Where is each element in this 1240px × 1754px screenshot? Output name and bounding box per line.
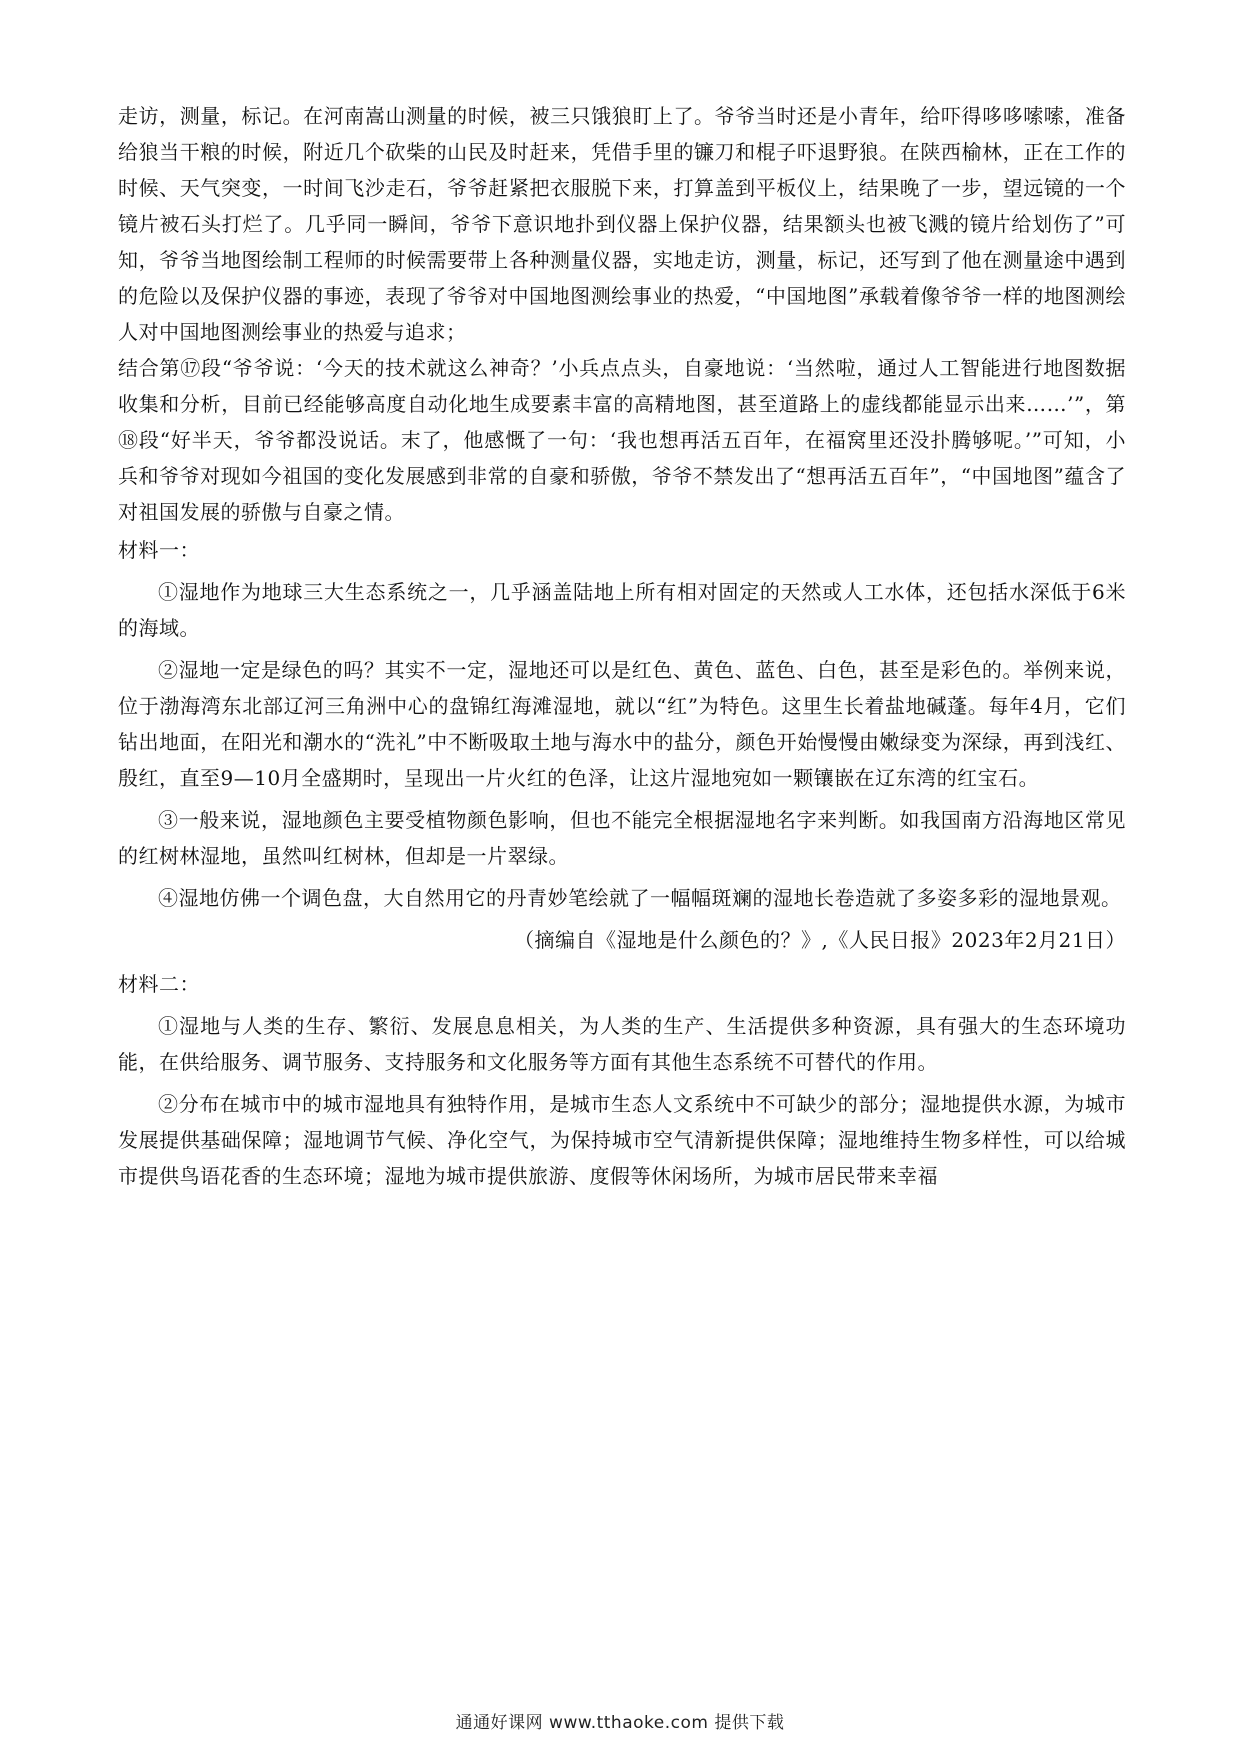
material-2-item-2: ②分布在城市中的城市湿地具有独特作用，是城市生态人文系统中不可缺少的部分；湿地提供水源，为城市发展提供基础保障；湿地调节气候、净化空气，为保持城市空气清新提供保障；湿地维持生物多样性，可以给城市提供鸟语花香的生态环境；湿地为城市提供旅游、度假等休闲场所，为城市居民带来幸福 [118, 1092, 1126, 1188]
answer-paragraph-2: 结合第⑰段“爷爷说：‘今天的技术就这么神奇？’小兵点点头，自豪地说：‘当然啦，通过人工智能进行地图数据收集和分析，目前已经能够高度自动化地生成要素丰富的高精地图，甚至道路上的虚线都能显示出来……’”，第⑱段“好半天，爷爷都没说话。末了，他感慨了一句：‘我也想再活五百年，在福窝里还没扑腾够呢。’”可知，小兵和爷爷对现如今祖国的变化发展感到非常的自豪和骄傲，爷爷不禁发出了“想再活五百年”，“中国地图”蕴含了对祖国发展的骄傲与自豪之情。 [118, 356, 1126, 524]
material-1-heading: 材料一： [118, 538, 200, 562]
page-footer: 通通好课网 www.tthaoke.com 提供下载 [455, 1713, 785, 1733]
material-1-item-1: ①湿地作为地球三大生态系统之一，几乎涵盖陆地上所有相对固定的天然或人工水体，还包括水深低于6米的海域。 [118, 580, 1126, 640]
material-1-item-4: ④湿地仿佛一个调色盘，大自然用它的丹青妙笔绘就了一幅幅斑斓的湿地长卷造就了多姿多彩的湿地景观。 [158, 886, 1122, 910]
material-2-item-1: ①湿地与人类的生存、繁衍、发展息息相关，为人类的生产、生活提供多种资源，具有强大的生态环境功能，在供给服务、调节服务、支持服务和文化服务等方面有其他生态系统不可替代的作用。 [118, 1014, 1126, 1074]
material-1-source: （摘编自《湿地是什么颜色的？》,《人民日报》2023年2月21日） [514, 928, 1126, 952]
document-body [118, 98, 1126, 1194]
answer-paragraph-1: 走访，测量，标记。在河南嵩山测量的时候，被三只饿狼盯上了。爷爷当时还是小青年，给吓得哆哆嗦嗦，准备给狼当干粮的时候，附近几个砍柴的山民及时赶来，凭借手里的镰刀和棍子吓退野狼。在陕西榆林，正在工作的时候、天气突变，一时间飞沙走石，爷爷赶紧把衣服脱下来，打算盖到平板仪上，结果晚了一步，望远镜的一个镜片被石头打烂了。几乎同一瞬间，爷爷下意识地扑到仪器上保护仪器，结果额头也被飞溅的镜片给划伤了”可知，爷爷当地图绘制工程师的时候需要带上各种测量仪器，实地走访，测量，标记，还写到了他在测量途中遇到的危险以及保护仪器的事迹，表现了爷爷对中国地图测绘事业的热爱，“中国地图”承载着像爷爷一样的地图测绘人对中国地图测绘事业的热爱与追求； [118, 104, 1126, 344]
material-2-heading: 材料二： [118, 972, 200, 996]
material-1-item-3: ③一般来说，湿地颜色主要受植物颜色影响，但也不能完全根据湿地名字来判断。如我国南方沿海地区常见的红树林湿地，虽然叫红树林，但却是一片翠绿。 [118, 808, 1126, 868]
material-1-item-2: ②湿地一定是绿色的吗？其实不一定，湿地还可以是红色、黄色、蓝色、白色，甚至是彩色的。举例来说，位于渤海湾东北部辽河三角洲中心的盘锦红海滩湿地，就以“红”为特色。这里生长着盐地碱蓬。每年4月，它们钻出地面，在阳光和潮水的“洗礼”中不断吸取土地与海水中的盐分，颜色开始慢慢由嫩绿变为深绿，再到浅红、殷红，直至9—10月全盛期时，呈现出一片火红的色泽，让这片湿地宛如一颗镶嵌在辽东湾的红宝石。 [118, 658, 1126, 790]
